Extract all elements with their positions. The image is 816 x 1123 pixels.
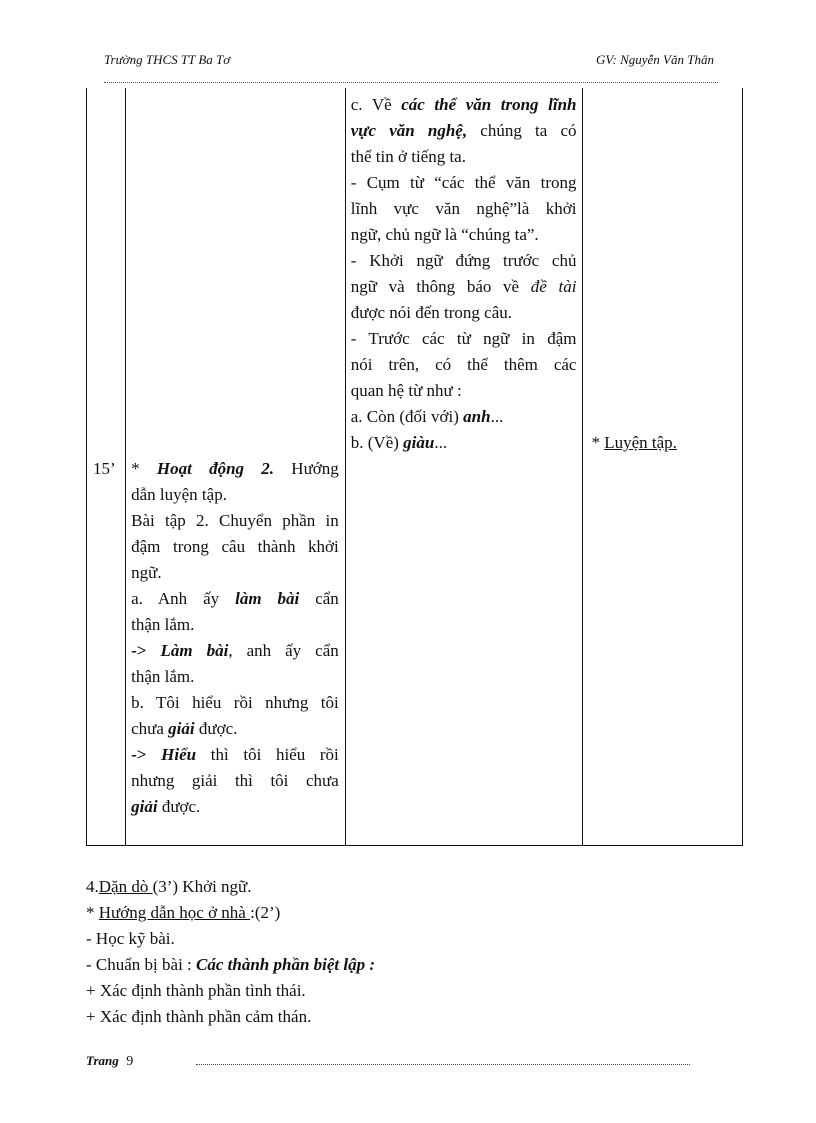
text-line: dẫn luyện tập. [131, 485, 227, 504]
page-label: Trang [86, 1053, 119, 1068]
underlined-heading: Hướng dẫn học ở nhà [98, 903, 251, 922]
text-fragment: a. Còn (đối với) [350, 407, 464, 426]
bullet: * [86, 903, 99, 922]
text-line [351, 274, 577, 300]
bold-phrase: Các thành phần biệt lập : [196, 955, 376, 974]
activity-title [131, 456, 339, 482]
text-line: - Cụm từ “các thể văn trong [350, 173, 577, 192]
arrow: -> [131, 745, 162, 764]
bold-phrase: anh [463, 407, 491, 426]
header-divider [104, 82, 718, 83]
table-row [87, 88, 743, 846]
text-line: thận lắm. [131, 667, 195, 686]
homework-section [86, 874, 375, 1030]
italic-phrase: đề tài [530, 277, 577, 296]
page-footer [86, 1053, 133, 1070]
text-line [131, 638, 339, 664]
school-name: Trường THCS TT Ba Tơ [104, 52, 231, 67]
page-number: 9 [126, 1054, 134, 1069]
text-line: b. Tôi hiểu rồi nhưng tôi [131, 693, 339, 712]
text-line [351, 118, 577, 144]
text-fragment: thì tôi hiểu rồi [196, 745, 339, 764]
text-line: lĩnh vực văn nghệ”là khởi [350, 199, 577, 218]
text-fragment: chúng ta có [467, 121, 577, 140]
student-activity-cell [345, 88, 583, 846]
text-line [131, 586, 339, 612]
text-line: đậm trong câu thành khởi [131, 537, 339, 556]
text-fragment: được. [157, 797, 201, 816]
bold-phrase: giải [168, 719, 195, 738]
bold-phrase: giàu [403, 433, 435, 452]
text-line [351, 92, 577, 118]
text-line [86, 900, 375, 926]
text-line [351, 404, 577, 430]
text-line: nói trên, có thể thêm các [350, 355, 577, 374]
text-line: + Xác định thành phần tình thái. [86, 981, 306, 1000]
underlined-heading: Dặn dò [98, 877, 153, 896]
text-line: nhưng giải thì tôi chưa [131, 771, 339, 790]
content-label [591, 430, 738, 456]
content-cell [583, 88, 743, 846]
text-fragment: - Chuẩn bị bài : [86, 955, 197, 974]
activity-title-bold: Hoạt động 2. [156, 459, 275, 478]
bold-phrase: Hiểu [161, 745, 197, 764]
bold-phrase: Làm bài [160, 641, 229, 660]
text-fragment: c. Về [350, 95, 402, 114]
bullet: * [131, 459, 157, 478]
text-fragment: ... [434, 433, 448, 452]
text-line: - Khởi ngữ đứng trước chủ [350, 251, 577, 270]
text-fragment: ngữ và thông báo về [350, 277, 531, 296]
text-line: ngữ. [131, 563, 162, 582]
text-fragment: (3’) Khởi ngữ. [152, 877, 252, 896]
lesson-table [86, 88, 743, 846]
text-line: - Học kỹ bài. [86, 929, 175, 948]
text-line: ngữ, chủ ngữ là “chúng ta”. [350, 225, 539, 244]
text-line [131, 716, 339, 742]
time-value: 15’ [93, 458, 116, 478]
text-line [131, 742, 339, 768]
text-line [131, 794, 339, 820]
teacher-name: GV: Nguyễn Văn Thân [596, 52, 714, 67]
text-fragment: :(2’) [250, 903, 281, 922]
text-fragment: b. (Về) [350, 433, 404, 452]
text-line: thể tin ở tiếng ta. [350, 147, 466, 166]
footer-divider [196, 1064, 690, 1065]
arrow: -> [131, 641, 161, 660]
text-line [86, 952, 375, 978]
time-cell [87, 88, 126, 846]
bold-phrase: làm bài [235, 589, 300, 608]
text-fragment: cẩn [299, 589, 339, 608]
text-line: Bài tập 2. Chuyển phần in [131, 511, 339, 530]
text-fragment: a. Anh ấy [131, 589, 236, 608]
text-line: thận lắm. [131, 615, 195, 634]
content-title: Luyện tập. [604, 433, 677, 452]
text-line: - Trước các từ ngữ in đậm [350, 329, 577, 348]
text-line [351, 430, 577, 456]
teacher-activity-cell [126, 88, 346, 846]
bullet: * [591, 433, 605, 452]
text-line: được nói đến trong câu. [350, 303, 513, 322]
bold-phrase: các thể văn trong lĩnh [401, 95, 577, 114]
text-line: quan hệ từ như : [350, 381, 462, 400]
text-fragment: ... [490, 407, 504, 426]
text-fragment: 4. [86, 877, 99, 896]
activity-title-rest: Hướng [274, 459, 339, 478]
bold-phrase: giải [131, 797, 158, 816]
text-line [86, 874, 375, 900]
text-line: + Xác định thành phần cảm thán. [86, 1007, 312, 1026]
text-fragment: , anh ấy cẩn [228, 641, 339, 660]
text-fragment: được. [194, 719, 238, 738]
text-fragment: chưa [131, 719, 169, 738]
bold-phrase: vực văn nghệ, [350, 121, 468, 140]
